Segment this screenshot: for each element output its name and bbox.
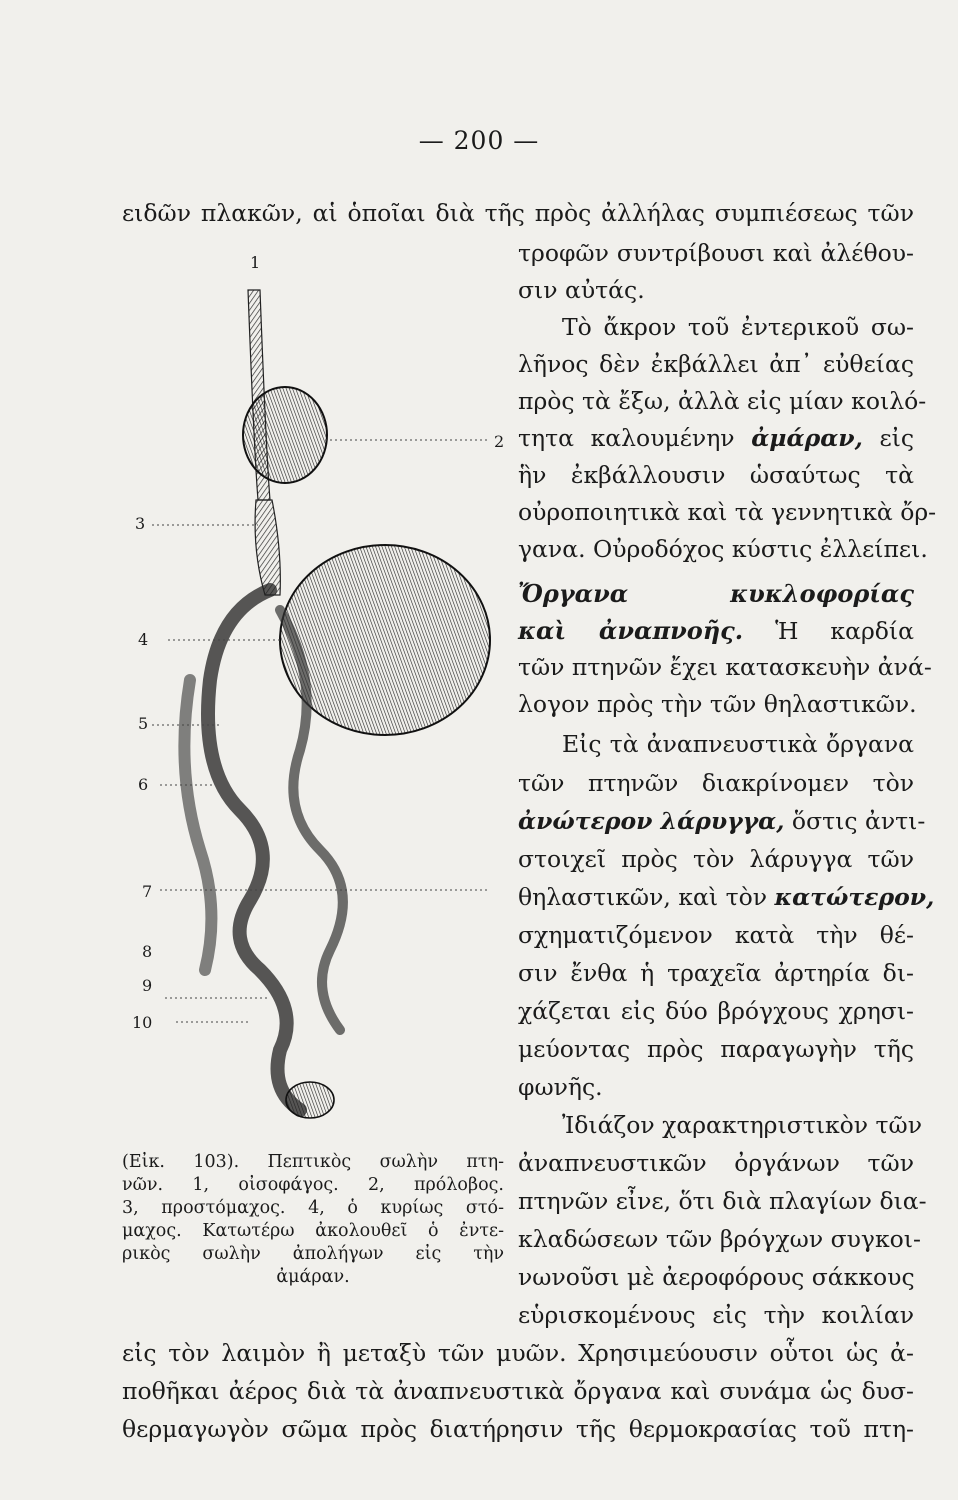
text-fragment: εἰς [862, 424, 914, 452]
body-line-bottom-3: θερμαγωγὸν σῶμα πρὸς διατήρησιν τῆς θερμοκρασίας τοῦ πτη- [122, 1415, 914, 1443]
right-col-line-21: χάζεται εἰς δύο βρόγχους χρησι- [518, 997, 914, 1025]
text-fragment: θηλαστικῶν, καὶ τὸν [518, 883, 775, 911]
right-col-line-13: λογον πρὸς τὴν τῶν θηλαστικῶν. [518, 690, 917, 718]
right-col-line-23: φωνῆς. [518, 1073, 603, 1101]
right-col-line-2: σιν αὐτάς. [518, 276, 645, 304]
right-col-line-19: σχηματιζόμενον κατὰ τὴν θέ- [518, 921, 914, 949]
right-col-line-22: μεύοντας πρὸς παραγωγὴν τῆς [518, 1035, 914, 1063]
caption-line-6: ἀμάραν. [276, 1267, 350, 1287]
right-col-line-28: νωνοῦσι μὲ ἀεροφόρους σάκκους [518, 1263, 915, 1291]
text-fragment: Ἡ καρδία [743, 617, 914, 645]
right-col-line-25: ἀναπνευστικῶν ὀργάνων τῶν [518, 1149, 914, 1177]
page-number: — 200 — [418, 126, 540, 155]
right-col-line-1: τροφῶν συντρίβουσι καὶ ἀλέθου- [518, 239, 914, 267]
right-col-line-3: Τὸ ἄκρον τοῦ ἐντερικοῦ σω- [562, 313, 914, 341]
figure-label-8: 8 [142, 942, 153, 961]
right-col-line-27: κλαδώσεων τῶν βρόγχων συγκοι- [518, 1225, 921, 1253]
term-amaran: ἀμάραν, [751, 424, 863, 452]
caption-line-5: ρικὸς σωλὴν ἀπολήγων εἰς τὴν [122, 1244, 504, 1264]
figure-label-3: 3 [135, 514, 146, 533]
body-line-1: ειδῶν πλακῶν, αἱ ὁποῖαι διὰ τῆς πρὸς ἀλλήλας συμπιέσεως τῶν [122, 199, 914, 227]
body-line-bottom-2: ποθῆκαι ἀέρος διὰ τὰ ἀναπνευστικὰ ὄργανα καὶ συνάμα ὡς δυσ- [122, 1377, 914, 1405]
term-lower-larynx: κατώτερον, [774, 883, 935, 911]
right-col-line-8: οὐροποιητικὰ καὶ τὰ γεννητικὰ ὄρ- [518, 498, 937, 526]
digestive-tract-illustration [130, 250, 515, 1135]
right-col-line-24: Ἰδιάζον χαρακτηριστικὸν τῶν [562, 1111, 923, 1139]
figure-label-9: 9 [142, 976, 153, 995]
right-col-line-26: πτηνῶν εἶνε, ὅτι διὰ πλαγίων δια- [518, 1187, 927, 1215]
caption-line-4: μαχος. Κατωτέρω ἀκολουθεῖ ὁ ἐντε- [122, 1221, 504, 1241]
caption-line-3: 3, προστόμαχος. 4, ὁ κυρίως στό- [122, 1198, 504, 1218]
right-col-line-29: εὑρισκομένους εἰς τὴν κοιλίαν [518, 1301, 914, 1329]
right-col-line-12: τῶν πτηνῶν ἔχει κατασκευὴν ἀνά- [518, 653, 932, 681]
figure-label-1: 1 [250, 253, 261, 272]
right-col-line-14: Εἰς τὰ ἀναπνευστικὰ ὄργανα [562, 730, 914, 758]
figure-label-6: 6 [138, 775, 149, 794]
figure-label-2: 2 [494, 432, 505, 451]
text-fragment: ὅστις ἀντι- [784, 807, 926, 835]
right-col-line-5: πρὸς τὰ ἔξω, ἀλλὰ εἰς μίαν κοιλό- [518, 387, 927, 415]
caption-line-2: νῶν. 1, οἰσοφάγος. 2, πρόλοβος. [122, 1175, 504, 1195]
term-upper-larynx: ἀνώτερον λάρυγγα, [518, 807, 785, 835]
right-col-line-18 [518, 883, 935, 911]
section-heading-line-2 [518, 616, 914, 645]
right-col-line-16 [518, 807, 926, 835]
section-heading-line-1: Ὄργανα κυκλοφορίας [518, 579, 914, 608]
right-col-line-20: σιν ἔνθα ἡ τραχεῖα ἀρτηρία δι- [518, 959, 914, 987]
body-line-bottom-1: εἰς τὸν λαιμὸν ἢ μεταξὺ τῶν μυῶν. Χρησιμεύουσιν οὗτοι ὡς ἀ- [122, 1339, 914, 1367]
figure-label-5: 5 [138, 714, 149, 733]
figure-label-7: 7 [142, 882, 153, 901]
right-col-line-6 [518, 424, 914, 452]
right-col-line-7: ἣν ἐκβάλλουσιν ὡσαύτως τὰ [518, 461, 914, 489]
caption-line-1: (Εἰκ. 103). Πεπτικὸς σωλὴν πτη- [122, 1152, 504, 1172]
figure-label-10: 10 [132, 1013, 153, 1032]
figure-label-4: 4 [138, 630, 149, 649]
figure-digestive-tract [130, 250, 515, 1135]
right-col-line-9: γανα. Οὐροδόχος κύστις ἐλλείπει. [518, 535, 928, 563]
text-fragment: τητα καλουμένην [518, 424, 752, 452]
right-col-line-4: λῆνος δὲν ἐκβάλλει ἀπ᾿ εὐθείας [518, 350, 914, 378]
right-col-line-17: στοιχεῖ πρὸς τὸν λάρυγγα τῶν [518, 845, 914, 873]
section-heading-bold: καὶ ἀναπνοῆς. [518, 616, 744, 645]
right-col-line-15: τῶν πτηνῶν διακρίνομεν τὸν [518, 769, 914, 797]
